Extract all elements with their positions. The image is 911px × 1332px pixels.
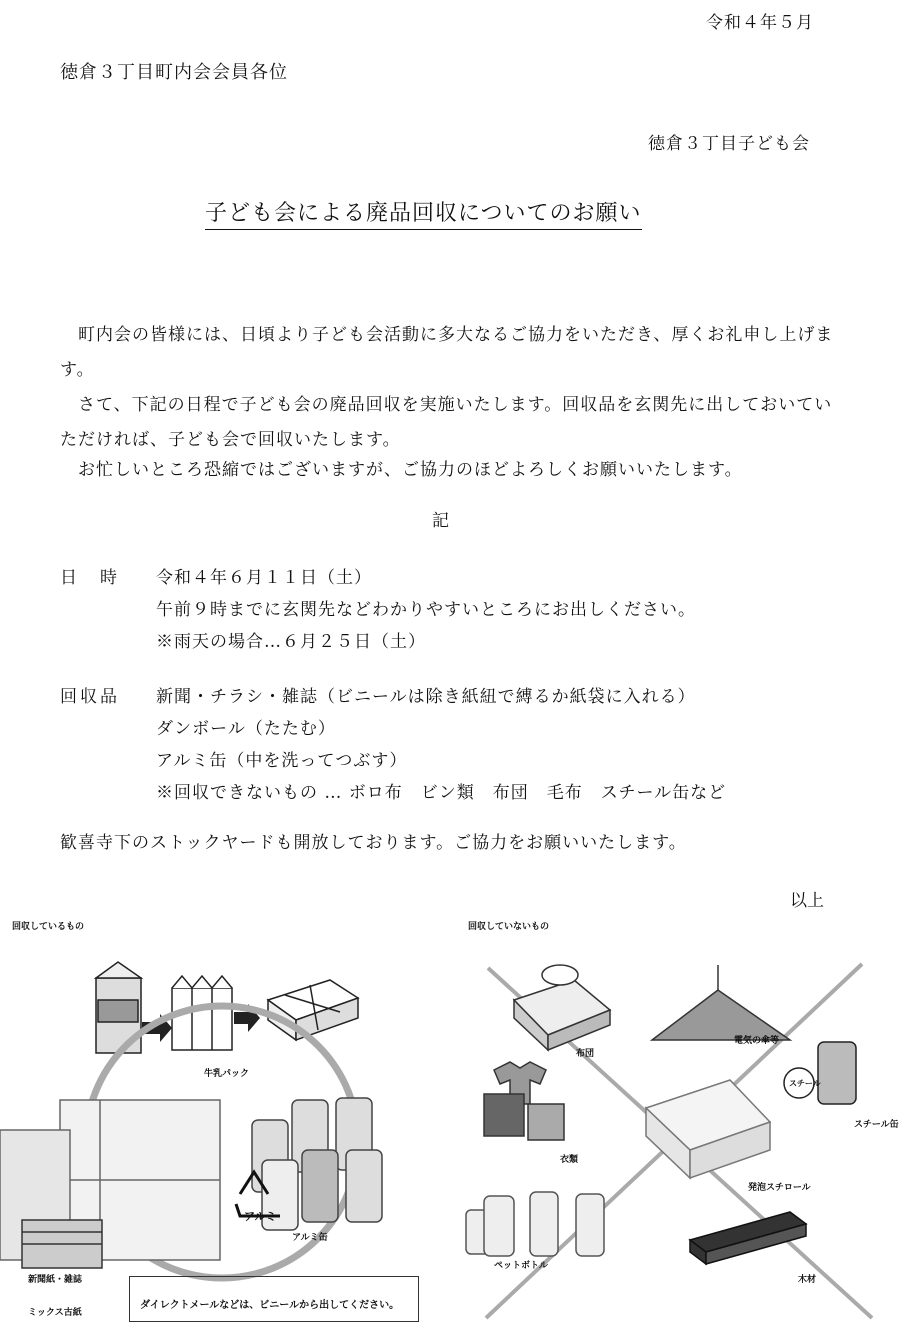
caption-steel-can: スチール缶 bbox=[854, 1120, 899, 1130]
paragraph: お忙しいところ恐縮ではございますが、ご協力のほどよろしくお願いいたします。 bbox=[60, 460, 743, 480]
schedule-line: ※雨天の場合…６月２５日（土） bbox=[156, 632, 426, 652]
direct-mail-note: ダイレクトメールなどは、ビニールから出してください。 bbox=[140, 1300, 400, 1311]
stacked-paper-icon bbox=[268, 980, 358, 1040]
not-collected-heading: 回収していないもの bbox=[468, 922, 550, 932]
caption-lumber: 木材 bbox=[798, 1275, 817, 1285]
caption-futon: 布団 bbox=[576, 1049, 595, 1059]
collected-heading: 回収しているもの bbox=[12, 922, 85, 932]
paragraph: さて、下記の日程で子ども会の廃品回収を実施いたします。回収品を玄関先に出しておいていただければ、子ども会で回収いたします。 bbox=[60, 395, 833, 450]
styrofoam-icon bbox=[646, 1080, 770, 1178]
document-title: 子ども会による廃品回収についてのお願い bbox=[205, 196, 642, 230]
futon-icon bbox=[514, 965, 610, 1050]
caption-milk-carton: 牛乳パック bbox=[204, 1069, 250, 1079]
aluminum-mark-label: アルミ bbox=[244, 1210, 277, 1223]
items-label: 回収品 bbox=[60, 687, 120, 707]
caption-mixed-paper: ミックス古紙 bbox=[28, 1308, 82, 1318]
caption-styrofoam: 発泡スチロール bbox=[748, 1183, 811, 1193]
items-line: ※回収できないもの … ボロ布 ビン類 布団 毛布 スチール缶など bbox=[156, 783, 727, 803]
pet-bottles-icon bbox=[466, 1192, 604, 1256]
caption-pet-bottle: ペットボトル bbox=[494, 1261, 549, 1271]
stockyard-note: 歓喜寺下のストックヤードも開放しております。ご協力をお願いいたします。 bbox=[60, 833, 687, 853]
clothes-icon bbox=[484, 1062, 564, 1140]
steel-mark-label: スチール bbox=[789, 1079, 821, 1088]
caption-clothes: 衣類 bbox=[560, 1155, 579, 1165]
closing-word: 以上 bbox=[790, 891, 824, 911]
lamp-shade-icon bbox=[652, 965, 790, 1040]
caption-lamp-shade: 電気の傘等 bbox=[734, 1036, 780, 1046]
schedule-line: 令和４年６月１１日（土） bbox=[156, 568, 372, 588]
items-line: 新聞・チラシ・雑誌（ビニールは除き紙紐で縛るか紙袋に入れる） bbox=[156, 687, 696, 707]
caption-newspaper: 新聞紙・雑誌 bbox=[28, 1275, 83, 1285]
magazine-stack-icon bbox=[22, 1220, 102, 1268]
caption-aluminum-can: アルミ缶 bbox=[292, 1233, 328, 1243]
schedule-label: 日 時 bbox=[60, 568, 120, 588]
items-line: ダンボール（たたむ） bbox=[156, 719, 336, 739]
paragraph: 町内会の皆様には、日頃より子ども会活動に多大なるご協力をいただき、厚くお礼申し上げます。 bbox=[60, 325, 834, 380]
document-date: 令和４年５月 bbox=[706, 13, 814, 33]
recipient-line: 徳倉３丁目町内会会員各位 bbox=[60, 62, 288, 83]
items-line: アルミ缶（中を洗ってつぶす） bbox=[156, 751, 408, 771]
steel-can-icon bbox=[784, 1042, 856, 1104]
ki-heading: 記 bbox=[432, 511, 449, 531]
sender-line: 徳倉３丁目子ども会 bbox=[648, 134, 810, 154]
lumber-icon bbox=[690, 1212, 806, 1264]
schedule-line: 午前９時までに玄関先などわかりやすいところにお出しください。 bbox=[156, 600, 696, 620]
